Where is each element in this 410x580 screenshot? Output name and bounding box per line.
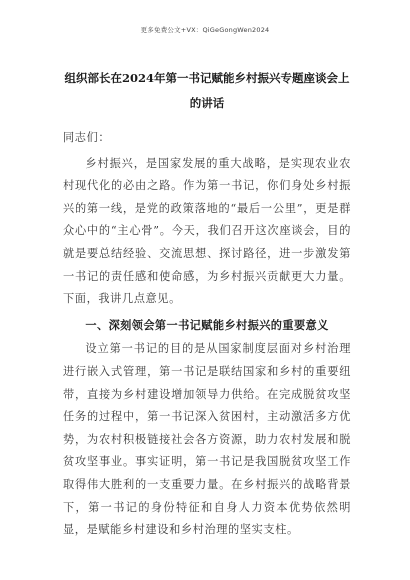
- paragraph: 乡村振兴，是国家发展的重大战略，是实现农业农村现代化的必由之路。作为第一书记，你们身处乡村振兴的第一线，是党的政策落地的“最后一公里”，更是群众心中的“主心骨”。今天，我们召开这次座谈会，目的就是要总结经验、交流思想、探讨路径，进一步激发第一书记的责任感和使命感，为乡村振兴贡献更大力量。下面，我讲几点意见。: [63, 156, 351, 306]
- salutation: 同志们：: [63, 131, 111, 144]
- section-heading: 一、深刻领会第一书记赋能乡村振兴的重要意义: [85, 317, 329, 332]
- document-body: [63, 127, 351, 542]
- header-note: 更多免费公文+VX：QiGeGongWen2024: [140, 26, 270, 34]
- document-title: 组织部长在2024年第一书记赋能乡村振兴专题座谈会上的讲话: [64, 71, 350, 110]
- paragraph: 设立第一书记的目的是从国家制度层面对乡村治理进行嵌入式管理，第一书记是联结国家和乡村的重要纽带，直接为乡村建设增加领导力供给。在完成脱贫攻坚任务的过程中，第一书记深入贫困村，主动激活多方优势，为农村积极链接社会各方资源，助力农村发展和脱贫攻坚事业。事实证明，第一书记是我国脱贫攻坚工作取得伟大胜利的一支重要力量。在乡村振兴的战略背景下，第一书记的身份特征和自身人力资本优势依然明显，是赋能乡村建设和乡村治理的坚实支柱。: [63, 342, 351, 537]
